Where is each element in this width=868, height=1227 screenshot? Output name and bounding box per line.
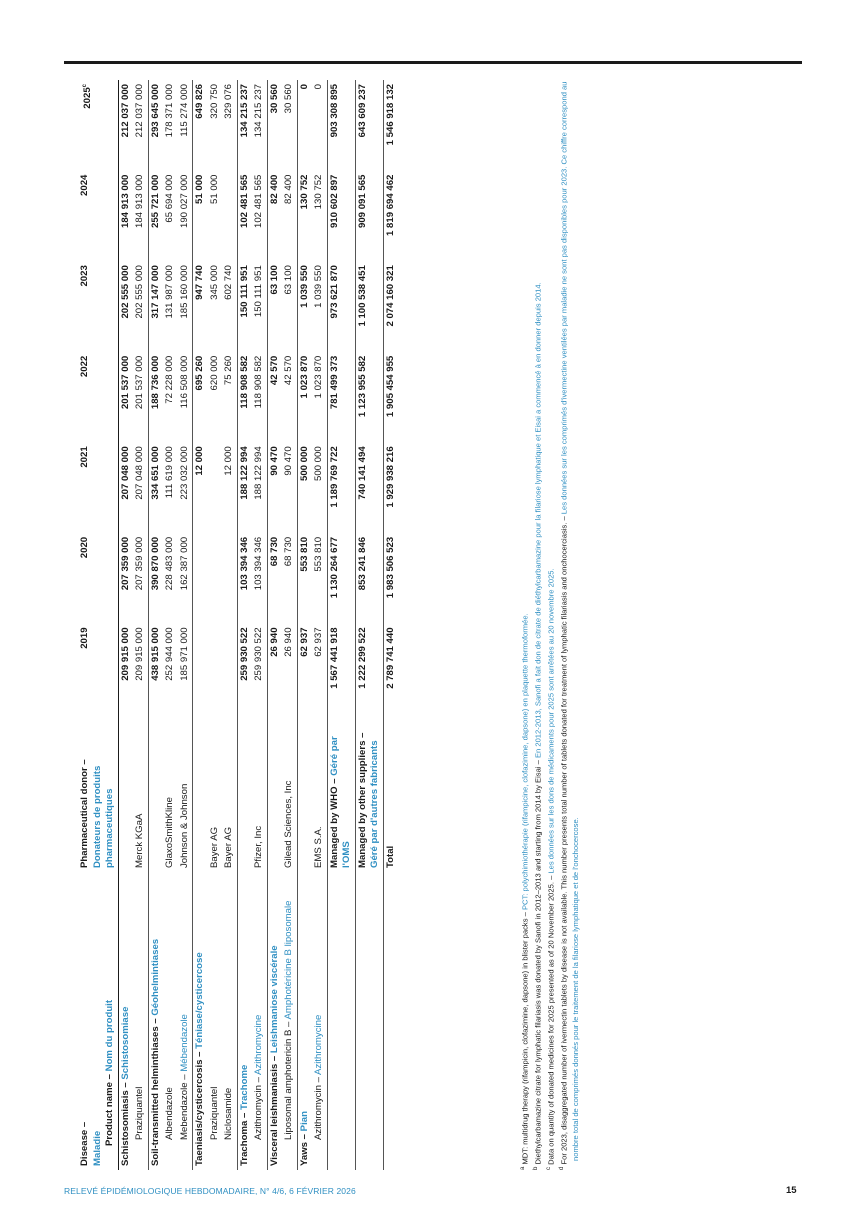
table-body: [119, 80, 399, 1170]
summary-value-cell: 740 141 494: [356, 446, 368, 500]
product-value-cell: 65 694 000: [164, 174, 175, 223]
product-value-cell: 602 740: [223, 265, 234, 300]
disease-total-cell: 212 037 000: [119, 84, 131, 138]
disease-total-cell: 207 359 000: [119, 536, 131, 591]
disease-total-cell: 438 915 000: [149, 627, 161, 681]
product-value-cell: 185 971 000: [178, 627, 190, 681]
product-value-cell: 209 915 000: [134, 627, 145, 681]
footnote: $^a$ MDT: multidrug therapy (rifampicin, clofazimine, dapsone) in blister packs – PCT: polychimiothérapie (rifampicine, clofazimine, dapsone) en plaquette thermoformée.: [520, 613, 530, 1170]
disease-total-cell: 1 023 870: [298, 355, 310, 399]
disease-row: [149, 80, 164, 1170]
disease-total-cell: 90 470: [268, 446, 280, 476]
disease-total-cell: 390 870 000: [149, 536, 161, 591]
disease-row: [119, 80, 134, 1170]
disease-total-cell: 12 000: [194, 446, 205, 476]
product-value-cell: [222, 533, 237, 624]
product-row: [163, 80, 178, 1170]
product-value-cell: 223 032 000: [178, 446, 190, 500]
header-maladie: Maladie: [91, 1130, 103, 1166]
header-year-2025: 2025$^c$: [82, 84, 94, 109]
product-value-cell: 207 359 000: [134, 536, 145, 591]
disease-total-cell: 102 481 565: [238, 174, 250, 228]
disease-total-cell: 42 570: [268, 355, 280, 386]
disease-name: Schistosomiasis – Schistosomiase: [119, 1006, 131, 1166]
header-disease: Disease –: [79, 1121, 90, 1166]
summary-label: Managed by other suppliers – Géré par d'autres fabricants: [356, 732, 380, 868]
product-name: Azithromycin – Azithromycine: [313, 1014, 324, 1140]
header-year-2021: 2021: [79, 446, 90, 468]
donor-name: Merck KGaA: [134, 813, 145, 868]
disease-total-cell: 30 560: [268, 84, 280, 114]
summary-value-cell: 1 567 441 918: [328, 627, 340, 689]
disease-total-cell: 293 645 000: [149, 84, 161, 138]
summary-value-cell: 1 905 454 955: [384, 355, 396, 418]
product-value-cell: 329 076: [223, 84, 234, 119]
disease-total-cell: 51 000: [194, 174, 205, 204]
disease-name: Trachoma – Trachome: [238, 1064, 250, 1166]
disease-row: [298, 80, 313, 1170]
product-value-cell: 72 228 000: [164, 355, 175, 404]
donor-name: EMS S.A.: [313, 826, 324, 868]
product-value-cell: 103 394 346: [253, 536, 264, 591]
disease-total-cell: [193, 623, 208, 714]
disease-total-cell: 947 740: [194, 265, 205, 300]
product-value-cell: [208, 623, 223, 714]
disease-total-cell: 500 000: [298, 446, 310, 481]
disease-total-cell: 207 048 000: [119, 446, 131, 500]
footnote: $^c$ Data on quantity of donated medicines for 2025 presented as of 20 November 2025. – Les données sur les dons de médicaments pour 2025 sont arrêtées au 20 novembre 2025.: [546, 568, 556, 1170]
disease-name: Taeniasis/cysticercosis – Téniase/cysticercose: [194, 952, 205, 1166]
disease-row: [268, 80, 283, 1170]
summary-value-cell: 643 609 237: [356, 84, 368, 138]
disease-total-cell: 0: [298, 84, 310, 90]
product-value-cell: 228 483 000: [164, 536, 175, 591]
product-value-cell: 130 752: [313, 174, 324, 210]
product-value-cell: 201 537 000: [134, 355, 145, 410]
product-value-cell: [222, 623, 237, 714]
product-value-cell: 188 122 994: [253, 446, 264, 500]
product-value-cell: [208, 533, 223, 624]
header-year-2022: 2022: [79, 355, 90, 378]
product-value-cell: 500 000: [313, 446, 324, 481]
disease-total-cell: 209 915 000: [119, 627, 131, 681]
disease-row: [238, 80, 253, 1170]
disease-total-cell: 202 555 000: [119, 265, 131, 319]
disease-name: Visceral leishmaniasis – Leishmaniose viscérale: [268, 945, 280, 1166]
product-row: [222, 80, 237, 1170]
product-value-cell: [222, 171, 237, 262]
product-value-cell: 190 027 000: [178, 174, 190, 228]
product-value-cell: 178 371 000: [164, 84, 175, 138]
summary-value-cell: 1 123 955 582: [356, 355, 368, 418]
product-value-cell: 0: [313, 84, 324, 90]
summary-value-cell: 2 789 741 440: [384, 627, 396, 689]
product-name: Niclosamide: [223, 1087, 234, 1140]
disease-total-cell: 184 913 000: [119, 174, 131, 228]
product-value-cell: [208, 442, 223, 533]
product-value-cell: 115 274 000: [178, 84, 190, 137]
header-year-2019: 2019: [79, 627, 90, 649]
product-row: [252, 80, 267, 1170]
disease-total-cell: 317 147 000: [149, 265, 161, 319]
disease-total-cell: 259 930 522: [238, 627, 250, 681]
table-header-row: [78, 80, 118, 1170]
product-value-cell: 42 570: [283, 355, 294, 386]
disease-total-cell: 188 122 994: [238, 446, 250, 500]
donor-name: Bayer AG: [223, 826, 234, 868]
product-value-cell: 90 470: [283, 446, 294, 476]
disease-total-cell: 255 721 000: [149, 174, 161, 228]
donor-name: Bayer AG: [208, 826, 220, 868]
summary-value-cell: 910 602 897: [328, 174, 340, 228]
summary-label: Total: [384, 845, 396, 868]
product-row: [133, 80, 148, 1170]
disease-total-cell: 695 260: [194, 355, 205, 391]
product-value-cell: 202 555 000: [134, 265, 145, 319]
disease-row: [193, 80, 208, 1170]
summary-value-cell: 1 983 506 523: [384, 536, 396, 599]
disease-total-cell: 201 537 000: [119, 355, 131, 410]
summary-value-cell: 1 189 769 722: [328, 446, 340, 508]
disease-total-cell: 68 730: [268, 536, 280, 567]
disease-total-cell: 649 826: [194, 84, 205, 119]
product-value-cell: 75 260: [223, 355, 234, 386]
product-value-cell: 345 000: [208, 265, 220, 300]
product-row: [282, 80, 297, 1170]
product-value-cell: 26 940: [283, 627, 294, 657]
header-donor: Pharmaceutical donor – Donateurs de produits pharmaceutiques: [79, 759, 115, 868]
product-value-cell: 259 930 522: [253, 627, 264, 681]
disease-name: Soil-transmitted helminthiases – Géohelmintiases: [149, 938, 161, 1166]
summary-value-cell: 2 074 160 321: [384, 265, 396, 327]
product-value-cell: 118 908 582: [253, 355, 264, 409]
product-value-cell: 12 000: [223, 446, 234, 476]
product-value-cell: 102 481 565: [253, 174, 264, 228]
product-value-cell: 51 000: [208, 174, 220, 204]
product-value-cell: 620 000: [208, 355, 220, 391]
disease-total-cell: 63 100: [268, 265, 280, 295]
disease-total-cell: 150 111 951: [238, 265, 250, 318]
disease-total-cell: 130 752: [298, 174, 310, 210]
disease-name: Yaws – Pian: [298, 1111, 310, 1166]
summary-value-cell: 1 222 299 522: [356, 627, 368, 689]
product-value-cell: 252 944 000: [164, 627, 175, 681]
top-rule: [64, 61, 802, 64]
product-row: [208, 80, 223, 1170]
product-value-cell: 1 023 870: [313, 355, 324, 399]
disease-total-cell: 62 937: [298, 627, 310, 657]
donor-name: Pfizer, Inc: [253, 825, 264, 868]
product-value-cell: 1 039 550: [313, 265, 324, 308]
disease-total-cell: [193, 533, 208, 624]
disease-total-cell: 1 039 550: [298, 265, 310, 308]
product-row: [178, 80, 193, 1170]
summary-value-cell: 781 499 373: [328, 355, 340, 410]
summary-value-cell: 1 819 694 462: [384, 174, 396, 236]
header-year-2020: 2020: [79, 536, 90, 559]
rotated-table-page: [68, 70, 628, 1170]
product-value-cell: 82 400: [283, 174, 294, 204]
product-value-cell: 207 048 000: [134, 446, 145, 500]
summary-value-cell: 909 091 565: [356, 174, 368, 228]
summary-value-cell: 903 308 895: [328, 84, 340, 138]
disease-total-cell: 188 736 000: [149, 355, 161, 410]
product-name: Azithromycin – Azithromycine: [253, 1014, 264, 1140]
summary-value-cell: 1 929 938 216: [384, 446, 396, 508]
disease-total-cell: 553 810: [298, 536, 310, 572]
summary-row: [356, 80, 384, 1170]
header-year-2023: 2023: [79, 265, 90, 287]
product-value-cell: 30 560: [283, 84, 294, 114]
product-name: Liposomal amphotericin B – Amphotéricine B liposomale: [283, 900, 294, 1140]
summary-row: [384, 80, 399, 1170]
summary-row: [328, 80, 356, 1170]
journal-footer: RELEVÉ ÉPIDÉMIOLOGIQUE HEBDOMADAIRE, N° 4/6, 6 FÉVRIER 2026: [64, 1186, 356, 1196]
product-name: Albendazole: [164, 1087, 175, 1140]
summary-label: Managed by WHO – Géré par l'OMS: [328, 736, 352, 868]
disease-total-cell: 118 908 582: [238, 355, 250, 409]
summary-value-cell: 973 621 870: [328, 265, 340, 319]
product-value-cell: 131 987 000: [164, 265, 175, 319]
donor-name: Gilead Sciences, Inc: [283, 780, 294, 868]
product-value-cell: 320 750: [208, 84, 220, 119]
product-value-cell: 185 160 000: [178, 265, 190, 319]
product-value-cell: 63 100: [283, 265, 294, 295]
product-name: Praziquantel: [134, 1086, 145, 1140]
page-number: 15: [786, 1185, 797, 1196]
product-name: Mebendazole – Mébendazole: [178, 1014, 190, 1140]
summary-value-cell: 1 130 264 677: [328, 536, 340, 599]
product-value-cell: 62 937: [313, 627, 324, 657]
disease-total-cell: 26 940: [268, 627, 280, 657]
product-value-cell: 212 037 000: [134, 84, 145, 138]
summary-value-cell: 1 546 918 132: [384, 84, 396, 146]
product-name: Praziquantel: [208, 1086, 220, 1140]
product-value-cell: 111 619 000: [164, 446, 175, 499]
disease-total-cell: 103 394 346: [238, 536, 250, 591]
donations-table: [78, 80, 398, 1170]
product-value-cell: 162 387 000: [178, 536, 190, 591]
disease-total-cell: 82 400: [268, 174, 280, 204]
donor-name: GlaxoSmithKline: [164, 797, 175, 868]
summary-value-cell: 853 241 846: [356, 536, 368, 591]
product-value-cell: 553 810: [313, 536, 324, 572]
product-row: [312, 80, 327, 1170]
product-value-cell: 150 111 951: [253, 265, 264, 318]
disease-total-cell: 334 651 000: [149, 446, 161, 500]
donor-name: Johnson & Johnson: [178, 783, 190, 868]
product-value-cell: 116 508 000: [178, 355, 190, 409]
product-value-cell: 68 730: [283, 536, 294, 567]
summary-value-cell: 1 100 538 451: [356, 265, 368, 327]
disease-total-cell: 134 215 237: [238, 84, 250, 138]
header-disease-product: [78, 872, 118, 1170]
footnotes: [518, 75, 582, 1170]
header-year-2024: 2024: [79, 174, 90, 196]
footnote: $^b$ Diethylcarbamazine citrate for lymphatic filariasis was donated by Sanofi in 2012–2013 and starting from 2014 by Eisai – En 2012-2013, Sanofi a fait don de citrate de diéthylcarbamazine pour la filariose lymphatique et Eisai a commencé à en donner depuis 2014.: [533, 282, 543, 1170]
product-value-cell: 184 913 000: [134, 174, 145, 228]
product-value-cell: 134 215 237: [253, 84, 264, 138]
header-product: Product name – Nom du produit: [104, 999, 115, 1146]
footnote: $^d$ For 2023, disaggregated number of ivermectin tablets by disease is not available. This number presents total number of tablets donated for treatment of lymphatic filariasis and onchocerciasis. – Les données sur les comprimés d'ivermectine ventilées par maladie ne sont pas disponibles pour 2023. Ce chiffre correspond au nombre total de comprimés donnés pour le traitement de la filariose lymphatique et de l'onchocercose.: [559, 81, 581, 1170]
